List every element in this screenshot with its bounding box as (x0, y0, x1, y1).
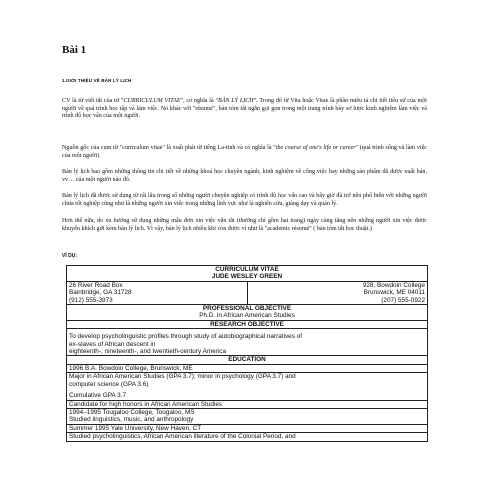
p1-text-before: CV là từ viết tắt của từ " (62, 98, 124, 104)
cv-research-objective-cell (67, 329, 428, 356)
cv-education-tougaloo-line: Studied linguistics, music, and anthropology (69, 416, 194, 424)
cv-education-heading-row (67, 356, 428, 364)
cv-table (66, 265, 428, 442)
cv-education-row (67, 433, 428, 441)
cv-education-tougaloo-line: 1994–1995 Tougaloo College, Tougaloo, MS (69, 408, 195, 416)
cv-education-row (67, 400, 428, 408)
cv-address-right-line: (207) 555-0922 (381, 296, 425, 304)
cv-education-major-line: Major in African American Studies (GPA 3.7); minor in psychology (GPA 3.7) and (69, 373, 296, 381)
cv-name: JUDE WESLEY GREEN (211, 273, 283, 281)
cv-address-right (247, 281, 428, 304)
cv-research-objective-line: To develop psycholinguistic profiles through study of autobiographical narratives of (69, 333, 303, 341)
cv-education-row (67, 364, 428, 372)
paragraph-usage: Bản lý lịch đã được sử dụng từ rất lâu trong số những người chuyên nghiệp có trình độ học vấn cao và bây giờ đã trở nên phổ biến với những người chưa tốt nghiệp cũng như là những người xin việc trong những lĩnh vực như là nghiên cứu, giảng dạy và quản lý. (62, 193, 427, 207)
p1-italic-term: CURRICULUM VITAE (123, 98, 181, 104)
cv-education-gpa: Cumulative GPA 3.7 (69, 392, 127, 400)
cv-address-row (67, 281, 428, 304)
lesson-title: Bài 1 (62, 44, 87, 56)
p1-text-mid: ", có nghĩa là " (180, 98, 218, 104)
cv-address-right-line: Brunswick, ME 04011 (363, 289, 425, 297)
cv-research-objective-heading-row (67, 320, 428, 328)
paragraph-cv-definition (62, 98, 427, 121)
cv-research-objective-line: ex-slaves of African descent in (69, 340, 156, 348)
cv-address-left (67, 281, 248, 304)
cv-professional-objective-row (67, 305, 428, 321)
cv-research-objective-line: eighteenth-, nineteenth-, and twentieth-century America (69, 348, 227, 356)
p1-text-after: ". Trong đó từ Vita hoặc Vitae là phần miêu tả chi tiết tiểu sử của một người về quá trình học tập và làm việc. Nó khác với "résumé", bản tóm tắt ngắn gọi gọn trong một trang trình bày sơ lược kinh nghiệm làm việc và trình độ học vấn của một người. (62, 98, 428, 120)
cv-education-heading: EDUCATION (67, 356, 428, 364)
cv-address-right-line: 928, Bowdoin College (362, 281, 425, 289)
cv-education-honors: Candidate for high honors in African American Studies (67, 400, 428, 408)
cv-education-row (67, 408, 428, 424)
cv-education-studied: Studied psycholinguistics, African American literature of the Colonial Period, and (67, 433, 428, 441)
paragraph-origin (62, 145, 427, 160)
paragraph-contents: Bản lý lịch bao gồm những thông tin chi tiết về những khoá học chuyên ngành, kinh nghiệm về công việc hay những sản phẩm đã được xuất bản, vv… của một người nào đó. (62, 169, 427, 183)
cv-education-row (67, 373, 428, 400)
cv-title-cell (67, 266, 428, 282)
section-heading: 1.GIỚI THIỆU VỀ BẢN LÝ LỊCH (62, 78, 132, 83)
cv-address-left-line: Bainbridge, GA 31728 (69, 289, 132, 297)
cv-professional-objective-text: Ph.D. in African American Studies (199, 312, 295, 320)
cv-title: CURRICULUM VITAE (215, 266, 279, 273)
cv-research-objective-row (67, 329, 428, 356)
example-label: VÍ DỤ: (62, 253, 77, 259)
cv-research-objective-heading: RESEARCH OBJECTIVE (67, 320, 428, 328)
cv-address-left-line: (912) 555-3973 (69, 296, 113, 304)
cv-address-left-line: 26 River Road Box (69, 281, 123, 289)
cv-education-yale: Summer 1995 Yale University, New Haven, CT (67, 424, 428, 432)
p2-italic-phrase: the course of one's life or career (275, 145, 356, 151)
cv-title-row (67, 266, 428, 282)
p2-text-after: " (quá trình sống và làm việc của một người). (62, 145, 427, 159)
cv-education-degree: 1996 B.A. Bowdoin College, Brunswick, ME (67, 364, 428, 372)
p2-text-before: Nguồn gốc của cụm từ "curriculum vitae" là xuất phát từ tiếng La-tinh và có nghĩa là " (62, 145, 276, 151)
cv-education-major-line: computer science (GPA 3.6) (69, 380, 149, 388)
cv-education-major-cell (67, 373, 428, 400)
cv-professional-objective-heading: PROFESSIONAL OBJECTIVE (202, 305, 292, 313)
p1-italic-meaning: BẢN LÝ LỊCH (217, 98, 254, 104)
cv-professional-objective-cell (67, 305, 428, 321)
cv-education-tougaloo-cell (67, 408, 428, 424)
paragraph-trend: Hơn thế nữa, do xu hướng sử dụng những mẫu đơn xin việc vắn tắt (thường chỉ gồm hai trang) ngày càng tăng nên những người xin việc được khuyến khích gửi kèm bản lý lịch. Vì vậy, bản lý lịch nhiều khi còn được ví như là "academic résumé" ( bản tóm tắt học thuật.) (62, 218, 427, 232)
cv-education-row (67, 424, 428, 432)
